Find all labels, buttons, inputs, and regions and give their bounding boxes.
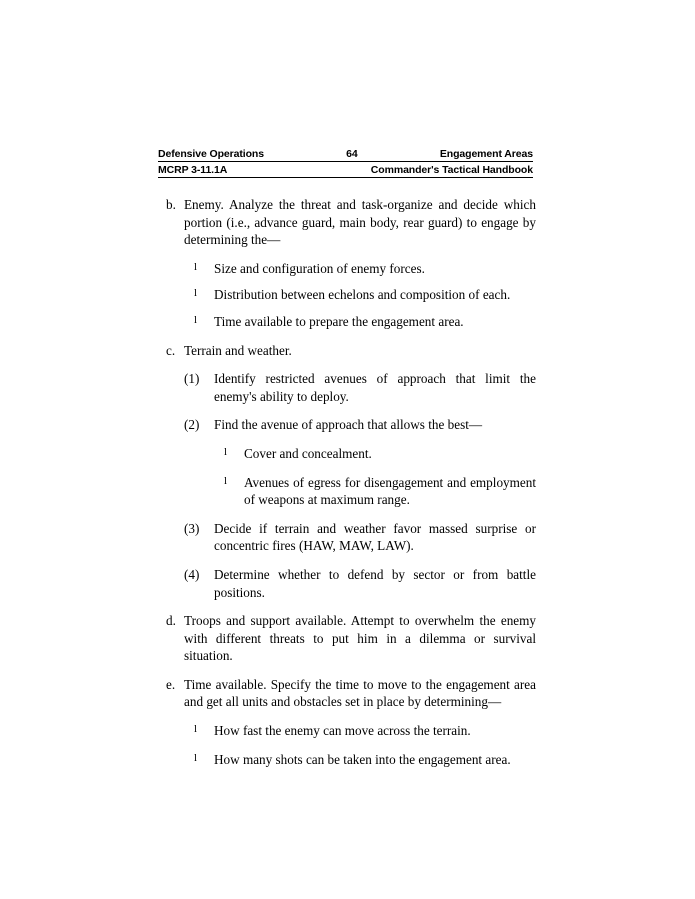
list-item <box>158 313 536 331</box>
list-item <box>158 612 536 665</box>
list-text: Troops and support available. Attempt to overwhelm the enemy with different threats to put him in a dilemma or survival situation. <box>184 613 536 664</box>
list-marker: b. <box>166 197 176 212</box>
bullet-icon: l <box>194 313 198 326</box>
header-row-top <box>158 148 533 162</box>
bullet-icon: l <box>194 723 198 736</box>
bullet-icon: l <box>194 751 198 764</box>
header-topic-title: Engagement Areas <box>439 148 533 160</box>
list-text: Avenues of egress for disengagement and employment of weapons at maximum range. <box>244 474 536 508</box>
list-text: Time available. Specify the time to move to the engagement area and get all units and obstacles set in place by determining— <box>184 676 536 710</box>
list-text: Decide if terrain and weather favor massed surprise or concentric fires (HAW, MAW, LAW). <box>214 520 536 554</box>
list-item <box>158 445 536 463</box>
list-marker: e. <box>166 676 176 692</box>
list-text: How many shots can be taken into the engagement area. <box>214 751 511 767</box>
list-marker: (4) <box>184 566 200 582</box>
list-item <box>158 566 536 601</box>
list-item <box>158 196 536 249</box>
list-item <box>158 722 536 740</box>
list-item <box>158 286 536 304</box>
list-item <box>158 342 536 360</box>
list-marker: (3) <box>184 520 200 536</box>
list-item <box>158 676 536 711</box>
list-text: Time available to prepare the engagement area. <box>214 313 464 329</box>
list-text: Size and configuration of enemy forces. <box>214 260 425 276</box>
list-item <box>158 416 536 434</box>
list-text: Distribution between echelons and composition of each. <box>214 287 511 303</box>
list-marker: d. <box>166 613 176 629</box>
list-marker: c. <box>166 342 176 358</box>
list-text: Terrain and weather. <box>184 342 292 358</box>
list-text: Find the avenue of approach that allows the best— <box>214 417 483 433</box>
list-marker: (2) <box>184 417 200 433</box>
bullet-icon: l <box>224 474 228 487</box>
list-item <box>158 260 536 278</box>
list-marker: (1) <box>184 371 200 387</box>
list-item <box>158 751 536 769</box>
header-row-bottom <box>158 162 533 178</box>
document-body <box>158 196 536 770</box>
header-section-title: Defensive Operations <box>158 148 264 160</box>
list-text: Determine whether to defend by sector or from battle positions. <box>214 566 536 600</box>
list-text: Cover and concealment. <box>244 445 372 461</box>
list-text: How fast the enemy can move across the terrain. <box>214 723 471 739</box>
list-item <box>158 370 536 405</box>
list-text: Identify restricted avenues of approach that limit the enemy's ability to deploy. <box>214 371 536 404</box>
page-header <box>158 148 533 178</box>
list-item <box>158 474 536 509</box>
bullet-icon: l <box>224 445 228 458</box>
header-publication-id: MCRP 3-11.1A <box>158 163 228 176</box>
header-page-number: 64 <box>346 148 358 160</box>
list-text: Enemy. Analyze the threat and task-organize and decide which portion (i.e., advance guard, main body, rear guard) to engage by determining the— <box>184 197 536 248</box>
bullet-icon: l <box>194 260 198 273</box>
list-item <box>158 520 536 555</box>
bullet-icon: l <box>194 287 198 300</box>
header-publication-title: Commander's Tactical Handbook <box>370 163 533 176</box>
